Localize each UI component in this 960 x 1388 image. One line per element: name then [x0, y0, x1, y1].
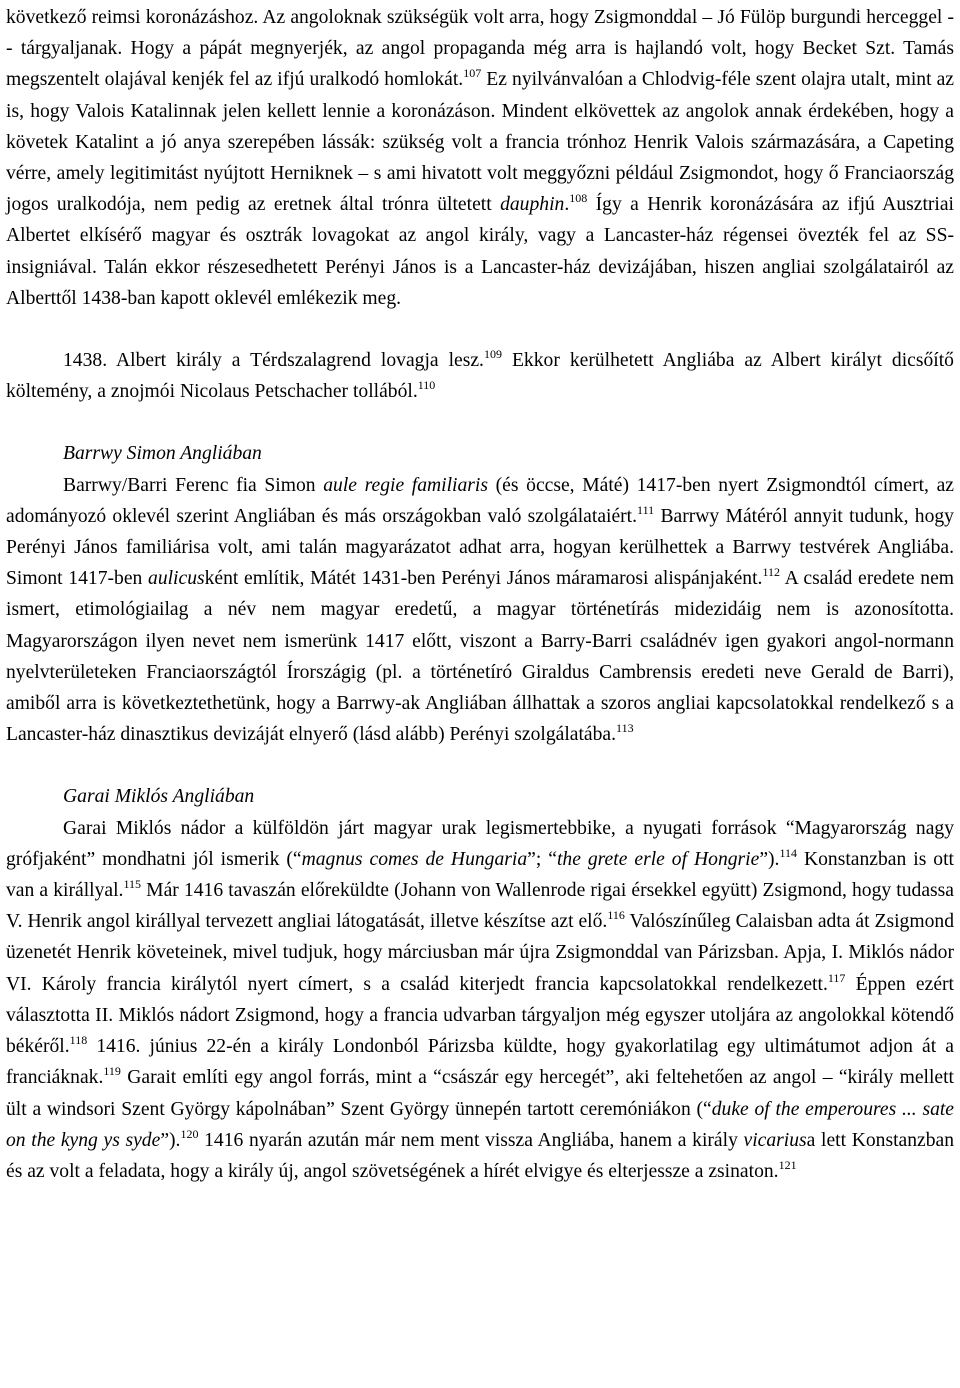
- paragraph-1438: 1438. Albert király a Térdszalagrend lovagja lesz.$^{109}$ Ekkor kerülhetett Angliába az Albert királyt dicsőítő költemény, a znojmói Nicolaus Petschacher tollából.$^{110}$: [6, 347, 954, 403]
- footnote-ref[interactable]: 112: [762, 565, 781, 580]
- document-page: [6, 2, 954, 1187]
- footnote-ref[interactable]: 121: [778, 1157, 797, 1172]
- footnote-ref[interactable]: 109: [483, 347, 502, 362]
- spacer: [6, 407, 954, 438]
- footnote-ref[interactable]: 111: [637, 502, 655, 517]
- footnote-ref[interactable]: 108: [569, 191, 588, 206]
- section-heading-barrwy: Barrwy Simon Angliában: [63, 443, 262, 465]
- footnote-ref[interactable]: 118: [69, 1033, 88, 1048]
- footnote-ref[interactable]: 107: [463, 66, 482, 81]
- paragraph-barrwy: Barrwy/Barri Ferenc fia Simon aule regie familiaris (és öccse, Máté) 1417-ben nyert Zsigmondtól címert, az adományozó oklevél szerint Angliában és más országokban való szolgálataiért.$^{111}$ Barrwy Mátéról annyit tudunk, hogy Perényi János familiárisa volt, ami talán magyarázatot adhat arra, hogyan kerülhettek a Barrwy testvérek Angliába. Simont 1417-ben aulicusként említik, Mátét 1431-ben Perényi János máramarosi alispánjaként.$^{112}$ A család eredete nem ismert, etimológiailag a név nem magyar eredetű, a magyar történetírás midezidáig nem is azonosította. Magyarországon ilyen nevet nem ismerünk 1417 előtt, viszont a Barry-Barri családnév igen gyakori angol-normann nyelvterületeken Franciaországtól Írországig (pl. a történetíró Giraldus Cambrensis eredeti neve Gerald de Barri), amiből arra is következtethetünk, hogy a Barrwy-ak Angliában állhattak a szoros angliai kapcsolatokkal rendelkező s a Lancaster-ház dinasztikus devizáját elnyerő (lásd alább) Perényi szolgálatába.$^{113}$: [6, 474, 955, 746]
- paragraph-garai: Garai Miklós nádor a külföldön járt magyar urak legismertebbike, a nyugati források “Magyarország nagy grófjaként” mondhatni jól ismerik (“magnus comes de Hungaria”; “the grete erle of Hongrie”).$^{114}$ Konstanzban is ott van a királlyal.$^{115}$ Már 1416 tavaszán előreküldte (Johann von Wallenrode rigai érsekkel együtt) Zsigmond, hogy tudassa V. Henrik angol királlyal tervezett angliai látogatását, illetve készítse azt elő.$^{116}$ Valószínűleg Calaisban adta át Zsigmond üzenetét Henrik követeinek, mivel tudjuk, hogy márciusban már újra Zsigmonddal van Párizsban. Apja, I. Miklós nádor VI. Károly francia királytól nyert címert, s a család kiterjedt francia kapcsolatokkal rendelkezett.$^{117}$ Éppen ezért választotta II. Miklós nádort Zsigmond, hogy a francia udvarban tárgyaljon még egyszer utoljára az angolokkal kötendő békéről.$^{118}$ 1416. június 22-én a király Londonból Párizsba küldte, hogy gyakorlatilag egy ultimátumot adjon át a franciáknak.$^{119}$ Garait említi egy angol forrás, mint a “császár egy hercegét”, aki feltehetően az angol – “király mellett ült a windsori Szent György kápolnában” Szent György ünnepén tartott ceremóniákon (“duke of the emperoures ... sate on the kyng ys syde”).$^{120}$ 1416 nyarán azután már nem ment vissza Angliába, hanem a király vicariusa lett Konstanzban és az volt a feladata, hogy a király új, angol szövetségének a hírét elvigye és elterjessze a zsinaton.$^{121}$: [6, 817, 955, 1182]
- footnote-ref[interactable]: 115: [123, 877, 142, 892]
- footnote-ref[interactable]: 110: [417, 378, 436, 393]
- spacer: [6, 314, 954, 345]
- footnote-ref[interactable]: 117: [827, 970, 846, 985]
- paragraph-koronazas: következő reimsi koronázáshoz. Az angoloknak szükségük volt arra, hogy Zsigmonddal – Jó Fülöp burgundi herceggel -- tárgyaljanak. Hogy a pápát megnyerjék, az angol propaganda még arra is hajlandó volt, hogy Becket Szt. Tamás megszentelt olajával kenjék fel az ifjú uralkodó homlokát.$^{107}$ Ez nyilvánvalóan a Chlodvig-féle szent olajra utalt, mint az is, hogy Valois Katalinnak jelen kellett lennie a koronázáson. Mindent elkövettek az angolok annak érdekében, hogy a követek Katalint a jó anya szerepében lássák: szükség volt a francia trónhoz Henrik Valois származására, a Capeting vérre, amely legitimitást nyújtott Herniknek – s ami hivatott volt meggyőzni például Zsigmondot, hogy ő Franciaország jogos uralkodója, nem pedig az eretnek által trónra ültetett dauphin.$^{108}$ Így a Henrik koronázására az ifjú Ausztriai Albertet elkísérő magyar és osztrák lovagokat az angol király, vagy a Lancaster-ház régensei övezték fel az SS-insigniával. Talán ekkor részesedhetett Perényi János is a Lancaster-ház devizájában, hiszen angliai szolgálatairól az Alberttől 1438-ban kapott oklevél emlékezik meg.: [6, 7, 955, 309]
- footnote-ref[interactable]: 116: [607, 908, 625, 923]
- footnote-ref[interactable]: 119: [103, 1064, 121, 1079]
- footnote-ref[interactable]: 113: [616, 721, 634, 736]
- footnote-ref[interactable]: 114: [779, 845, 798, 860]
- section-heading-garai: Garai Miklós Angliában: [63, 786, 255, 808]
- spacer: [6, 750, 954, 781]
- footnote-ref[interactable]: 120: [180, 1126, 199, 1141]
